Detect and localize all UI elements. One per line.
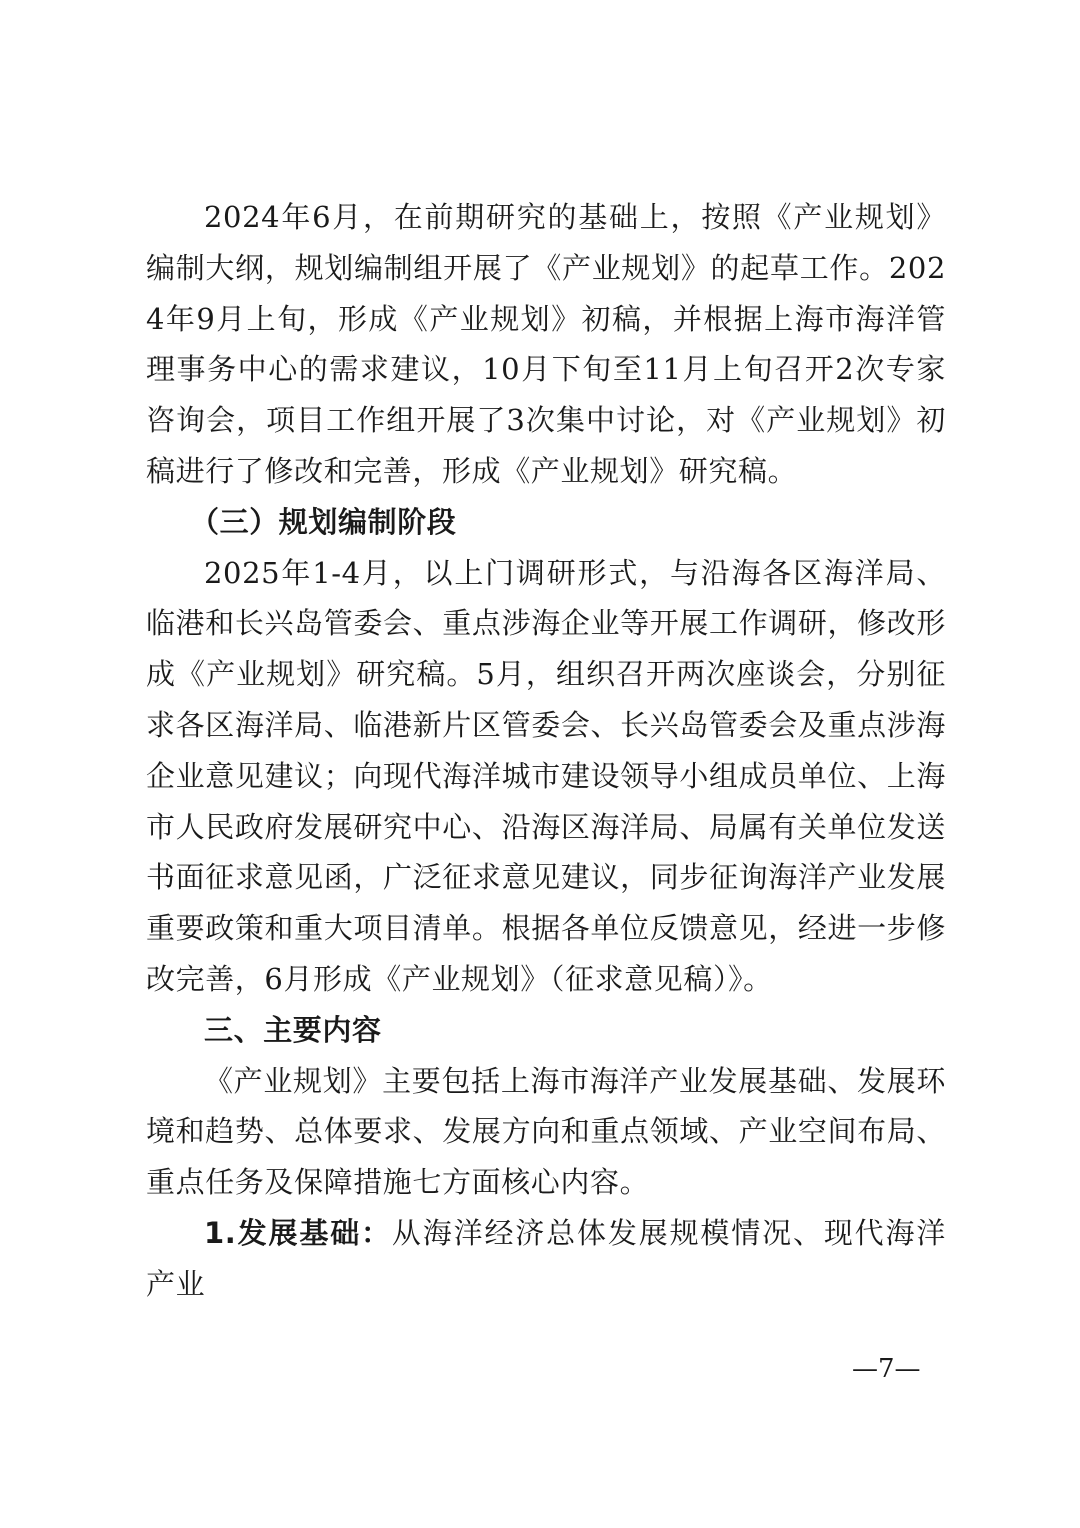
paragraph-main-content: 《产业规划》主要包括上海市海洋产业发展基础、发展环境和趋势、总体要求、发展方向和重点领域、产业空间布局、重点任务及保障措施七方面核心内容。: [146, 1063, 946, 1200]
section-heading-planning-stage: （三）规划编制阶段: [190, 504, 457, 539]
page-number: —7—: [852, 1354, 921, 1384]
list-item-lead: 1.发展基础：: [204, 1215, 392, 1250]
list-item-text: 从海洋经济总体发展规模情况、现代海洋产业: [146, 1215, 946, 1301]
paragraph-planning-stage: 2025年1-4月，以上门调研形式，与沿海各区海洋局、临港和长兴岛管委会、重点涉海企业等开展工作调研，修改形成《产业规划》研究稿。5月，组织召开两次座谈会，分别征求各区海洋局、临港新片区管委会、长兴岛管委会及重点涉海企业意见建议；向现代海洋城市建设领导小组成员单位、上海市人民政府发展研究中心、沿海区海洋局、局属有关单位发送书面征求意见函，广泛征求意见建议，同步征询海洋产业发展重要政策和重大项目清单。根据各单位反馈意见，经进一步修改完善，6月形成《产业规划》（征求意见稿）》。: [146, 555, 946, 996]
paragraph-drafting-stage: 2024年6月，在前期研究的基础上，按照《产业规划》编制大纲，规划编制组开展了《产业规划》的起草工作。2024年9月上旬，形成《产业规划》初稿，并根据上海市海洋管理事务中心的需求建议，10月下旬至11月上旬召开2次专家咨询会，项目工作组开展了3次集中讨论，对《产业规划》初稿进行了修改和完善，形成《产业规划》研究稿。: [146, 200, 946, 488]
page-content: [146, 192, 946, 1310]
list-item-development-basis: [146, 1208, 946, 1310]
section-heading-main-content: 三、主要内容: [204, 1012, 382, 1047]
